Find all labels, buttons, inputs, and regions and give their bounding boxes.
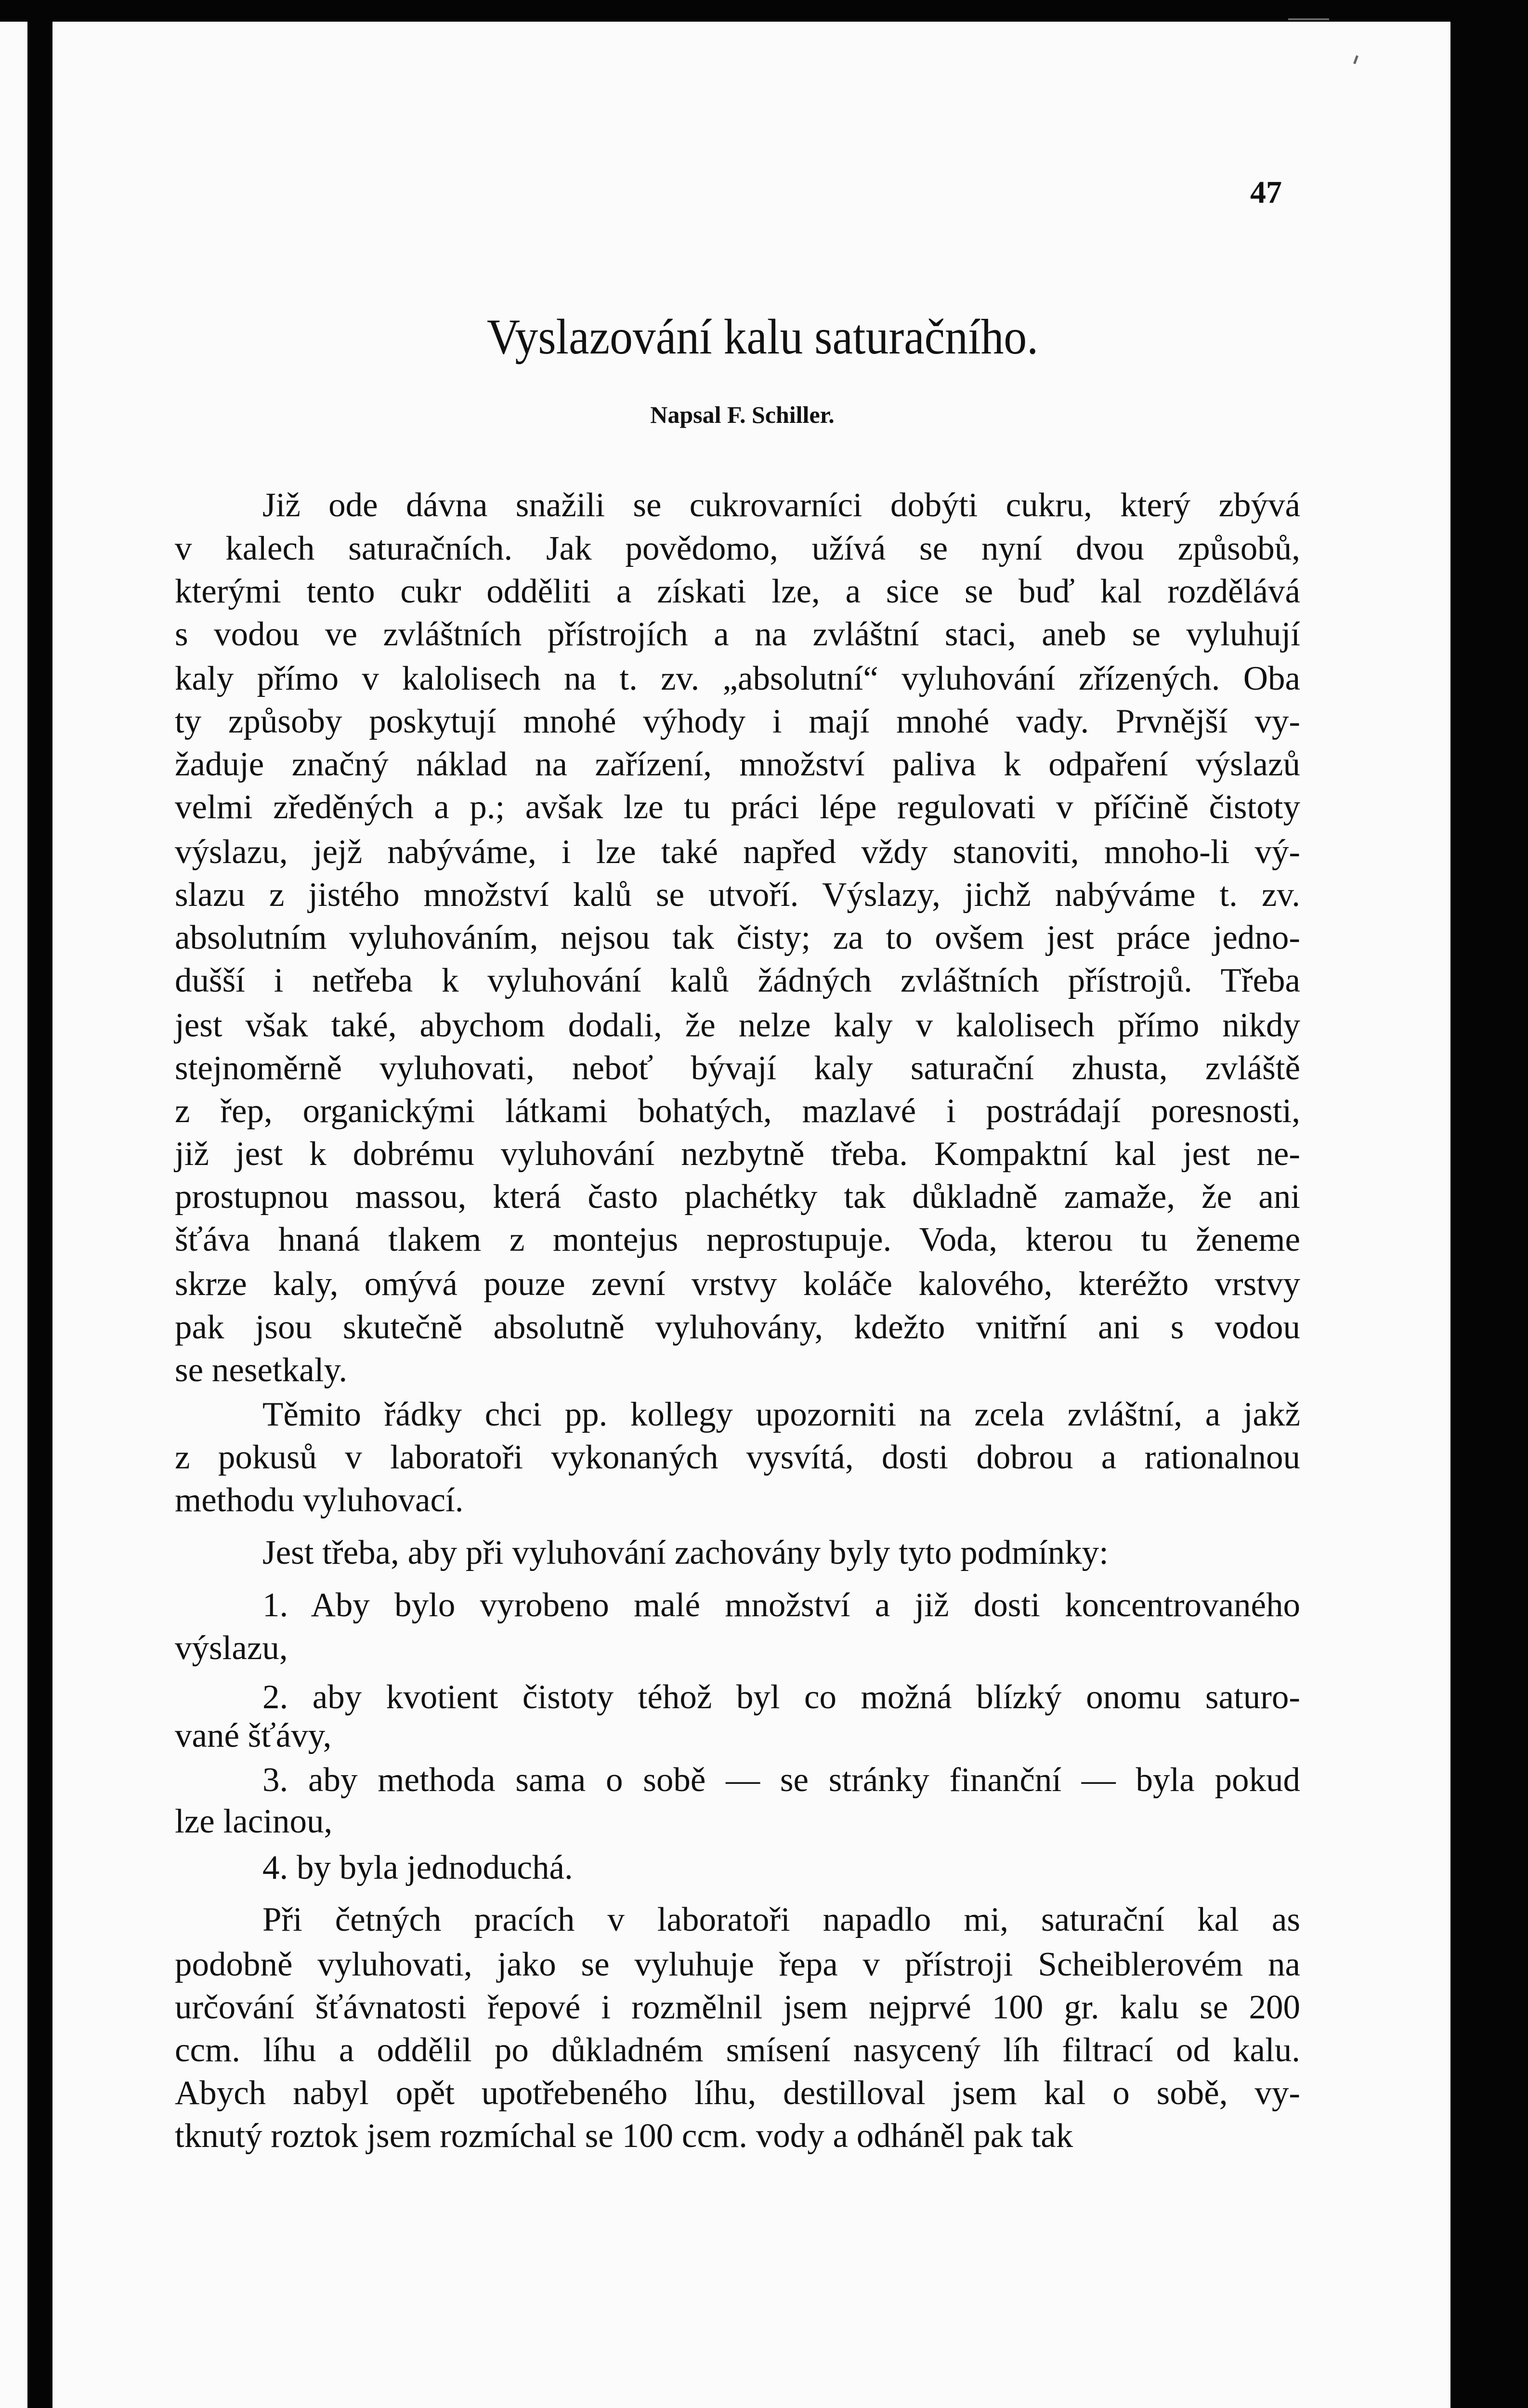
text-line: kterými tento cukr odděliti a získati lze, a sice se buď kal rozdělává (175, 572, 1300, 610)
text-line: se nesetkaly. (175, 1351, 348, 1389)
text-line: ty způsoby poskytují mnohé výhody i mají mnohé vady. Prvnější vy- (175, 703, 1300, 741)
text-line: 2. aby kvotient čistoty téhož byl co možná blízký onomu saturo- (262, 1678, 1300, 1716)
text-line: výslazu, jejž nabýváme, i lze také napřed vždy stanoviti, mnoho-li vý- (175, 833, 1300, 871)
text-line: slazu z jistého množství kalů se utvoří. Výslazy, jichž nabýváme t. zv. (175, 876, 1300, 914)
text-line: z řep, organickými látkami bohatých, mazlavé i postrádají poresnosti, (175, 1092, 1300, 1130)
text-line: určování šťávnatosti řepové i rozmělnil jsem nejprvé 100 gr. kalu se 200 (175, 1988, 1300, 2026)
scan-speck (1353, 55, 1358, 65)
text-line: v kalech saturačních. Jak povědomo, užívá se nyní dvou způsobů, (175, 529, 1300, 567)
text-line: absolutním vyluhováním, nejsou tak čisty; za to ovšem jest práce jedno- (175, 919, 1300, 956)
text-line: žaduje značný náklad na zařízení, množství paliva k odpaření výslazů (175, 746, 1300, 784)
text-line: šťáva hnaná tlakem z montejus neprostupuje. Voda, kterou tu ženeme (175, 1221, 1300, 1258)
text-line: prostupnou massou, která často plachétky tak důkladně zamaže, že ani (175, 1178, 1300, 1216)
text-line: 4. by byla jednoduchá. (262, 1848, 573, 1886)
scan-edge-left-binding (27, 0, 52, 2408)
scan-speck (1288, 18, 1329, 20)
text-line: pak jsou skutečně absolutně vyluhovány, kdežto vnitřní ani s vodou (175, 1308, 1300, 1346)
text-line: velmi zředěných a p.; avšak lze tu práci lépe regulovati v příčině čistoty (175, 788, 1300, 826)
text-line: výslazu, (175, 1629, 288, 1667)
text-line: Při četných pracích v laboratoři napadlo mi, saturační kal as (262, 1901, 1300, 1939)
article-title: Vyslazování kalu saturačního. (486, 309, 1039, 365)
text-line: Těmito řádky chci pp. kollegy upozorniti na zcela zvláštní, a jakž (262, 1396, 1300, 1433)
text-line: Jest třeba, aby při vyluhování zachovány byly tyto podmínky: (262, 1534, 1109, 1572)
text-line: 1. Aby bylo vyrobeno malé množství a již dosti koncentrovaného (262, 1586, 1300, 1624)
article-author: Napsal F. Schiller. (650, 401, 835, 428)
text-line: z pokusů v laboratoři vykonaných vysvítá, dosti dobrou a rationalnou (175, 1439, 1300, 1477)
text-line: podobně vyluhovati, jako se vyluhuje řepa v přístroji Scheiblerovém na (175, 1945, 1300, 1983)
text-line: Abych nabyl opět upotřebeného líhu, destilloval jsem kal o sobě, vy- (175, 2074, 1300, 2112)
text-line: jest však také, abychom dodali, že nelze kaly v kalolisech přímo nikdy (175, 1006, 1300, 1044)
text-line: stejnoměrně vyluhovati, neboť bývají kaly saturační zhusta, zvláště (175, 1049, 1300, 1087)
text-line: skrze kaly, omývá pouze zevní vrstvy koláče kalového, kteréžto vrstvy (175, 1265, 1300, 1303)
text-line: methodu vyluhovací. (175, 1481, 464, 1519)
text-line: tknutý roztok jsem rozmíchal se 100 ccm. vody a odháněl pak tak (175, 2117, 1073, 2155)
text-line: 3. aby methoda sama o sobě — se stránky finanční — byla pokud (262, 1761, 1300, 1799)
text-line: dušší i netřeba k vyluhování kalů žádných zvláštních přístrojů. Třeba (175, 962, 1300, 1000)
text-line: kaly přímo v kalolisech na t. zv. „absolutní“ vyluhování zřízených. Oba (175, 660, 1300, 698)
text-line: s vodou ve zvláštních přístrojích a na zvláštní staci, aneb se vyluhují (175, 615, 1300, 653)
text-line: Již ode dávna snažili se cukrovarníci dobýti cukru, který zbývá (262, 486, 1300, 524)
text-line: vané šťávy, (175, 1716, 332, 1754)
page-number: 47 (1250, 175, 1282, 210)
text-line: ccm. líhu a oddělil po důkladném smísení nasycený líh filtrací od kalu. (175, 2031, 1300, 2069)
text-line: již jest k dobrému vyluhování nezbytně třeba. Kompaktní kal jest ne- (175, 1135, 1300, 1173)
text-line: lze lacinou, (175, 1802, 333, 1840)
